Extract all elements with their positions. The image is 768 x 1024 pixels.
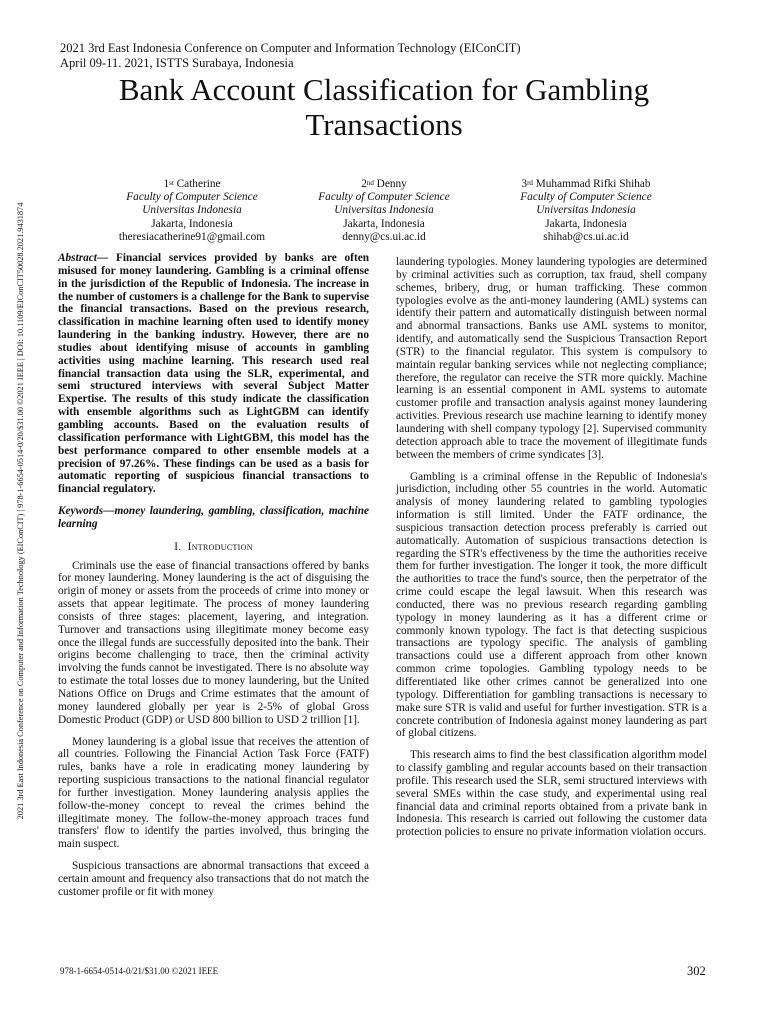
page-number: 302 <box>687 964 706 978</box>
conference-name: 2021 3rd East Indonesia Conference on Computer and Information Technology (EIConCIT) <box>60 41 521 55</box>
section-heading: I. Introduction <box>174 540 253 553</box>
author-faculty: Faculty of Computer Science <box>520 191 652 204</box>
side-doi-strip: 2021 3rd East Indonesia Conference on Computer and Information Technology (EIConCIT) | 978-1-6654-0514-0/20/$31.00 ©2021 IEEE | DOI: 10.1109/EIConCIT50028.2021.9431874 <box>16 202 25 820</box>
paper-title-line2: Transactions <box>305 107 463 142</box>
author-university: Universitas Indonesia <box>334 204 434 217</box>
conference-date-location: April 09-11. 2021, ISTTS Surabaya, Indonesia <box>60 56 294 70</box>
author-location: Jakarta, Indonesia <box>151 217 233 230</box>
author-faculty: Faculty of Computer Science <box>318 191 450 204</box>
body-paragraph: This research aims to find the best classification algorithm model to classify gambling and regular accounts based on their transaction profile. This research used the SLR, semi structured interviews with several SMEs within the case study, and experimental using real financial data and criminal reports obtained from a private bank in Indonesia. This research is carried out following the customer data protection policies to ensure no private information violation occurs. <box>396 749 707 839</box>
body-paragraph: Money laundering is a global issue that receives the attention of all countries. Following the Financial Action Task Force (FATF) rules, banks have a role in eradicating money laundering by reporting suspicious transactions to the national financial regulator for further investigation. Money laundering analysis applies the follow-the-money concept to reveal the crimes behind the illegitimate money. The follow-the-money approach traces fund transfers' flow to identify the parties involved, thus bringing the main suspect. <box>58 735 369 851</box>
body-paragraph: Suspicious transactions are abnormal transactions that exceed a certain amount and frequency also transactions that do not match the customer profile or fit with money <box>58 860 369 898</box>
body-paragraph: Criminals use the ease of financial transactions offered by banks for money laundering. Money laundering is the act of disguising the origin of money or assets from the proceeds of crime into money or assets that appear legitimate. The process of money laundering consists of three stages: placement, layering, and integration. Turnover and transactions using illegitimate money become easy once the illegal funds are successfully deposited into the bank. Their origins become challenging to trace, then the criminal activity involving the funds cannot be investigated. There is no absolute way to estimate the total losses due to money laundering, but the United Nations Office on Drugs and Crime estimates that the amount of money laundered globally per year is 2-5% of global Gross Domestic Product (GDP) or USD 800 billion to USD 2 trillion [1]. <box>58 559 369 726</box>
author-location: Jakarta, Indonesia <box>343 217 425 230</box>
author-name: 3rd Muhammad Rifki Shihab <box>521 178 651 190</box>
author-name: 2nd Denny <box>361 178 407 190</box>
body-paragraph: Gambling is a criminal offense in the Republic of Indonesia's jurisdiction, including other 55 countries in the world. Automatic analysis of money laundering related to gambling typologies information is still limited. Under the FATF ordinance, the suspicious transaction detection process preferably is carried out automatically. Automation of suspicious transactions detection is regarding the STR's effectiveness by the time the authorities receive them for further investigation. The longer it took, the more difficult the authorities to trace the fund's source, then the perpetrator of the crime could escape the legal lawsuit. When this research was conducted, there was no previous research regarding gambling typology in money laundering as it has a different crime or commonly known typology. The fact is that detecting suspicious transactions are typology specific. The analysis of gambling transactions could use a different approach from other known common crime topologies. Gambling typology needs to be differentiated like other crimes cannot be generalized into one typology. Differentiation for gambling transactions is necessary to make sure STR is valid and useful for further investigation. STR is a concrete contribution of Indonesia against money laundering as part of global citizens. <box>396 470 707 740</box>
keywords-label: Keywords— <box>58 505 115 518</box>
keywords <box>58 505 369 531</box>
author-faculty: Faculty of Computer Science <box>126 191 258 204</box>
author-email[interactable]: denny@cs.ui.ac.id <box>342 230 426 243</box>
abstract-text: Financial services provided by banks are often misused for money laundering. Gambling is a criminal offense in the jurisdiction of the Republic of Indonesia. The increase in the number of customers is a challenge for the Bank to supervise the financial transactions. Based on the previous research, classification in machine learning often used to identify money laundering in the banking industry. However, there are no studies about identifying misuse of accounts in gambling activities using machine learning. This research used real financial transaction data using the SLR, experimental, and semi structured interviews with several Subject Matter Expertise. The results of this study indicate the classification with ensemble algorithms such as LightGBM can identify gambling accounts. Based on the evaluation results of classification performance with LightGBM, this model has the best performance compared to other ensemble models at a precision of 97.26%. These findings can be used as a basis for automatic reporting of suspicious financial transactions to financial regulatory. <box>58 252 369 496</box>
abstract-label: Abstract— <box>58 252 109 264</box>
author-email[interactable]: shihab@cs.ui.ac.id <box>543 230 629 243</box>
abstract <box>58 252 369 496</box>
paper-title-line1: Bank Account Classification for Gambling <box>118 72 650 107</box>
conference-header <box>60 41 521 71</box>
left-column <box>58 252 369 908</box>
footer-copyright: 978-1-6654-0514-0/21/$31.00 ©2021 IEEE <box>60 966 219 976</box>
author-name: 1st Catherine <box>163 178 221 190</box>
author-location: Jakarta, Indonesia <box>545 217 627 230</box>
author-university: Universitas Indonesia <box>536 204 636 217</box>
author-email[interactable]: theresiacatherine91@gmail.com <box>118 230 266 243</box>
author-university: Universitas Indonesia <box>142 204 242 217</box>
author-block-3 <box>466 178 706 244</box>
keywords-text: money laundering, gambling, classification, machine learning <box>58 505 369 530</box>
paper-title <box>40 72 728 142</box>
right-column <box>396 256 707 848</box>
body-paragraph: laundering typologies. Money laundering typologies are determined by criminal activities such as corruption, tax fraud, shell company schemes, bribery, drug, or human trafficking. These common typologies evolve as the anti-money laundering (AML) systems can identify their pattern and automatically distinguish between normal and abnormal transactions. Banks use AML systems to monitor, identify, and automatically send the Suspicious Transaction Report (STR) to the financial regulator. This system is compulsory to maintain regular banking services while not neglecting compliance; therefore, the regulator can receive the STR more quickly. Machine learning is an essential component in AML systems to automate customer profile and transaction analysis against money laundering activities. Previous research use machine learning to identify money laundering with shell company typology [2]. Supervised community detection approach able to trace the movement of illegitimate funds between the members of crime syndicates [3]. <box>396 256 707 461</box>
